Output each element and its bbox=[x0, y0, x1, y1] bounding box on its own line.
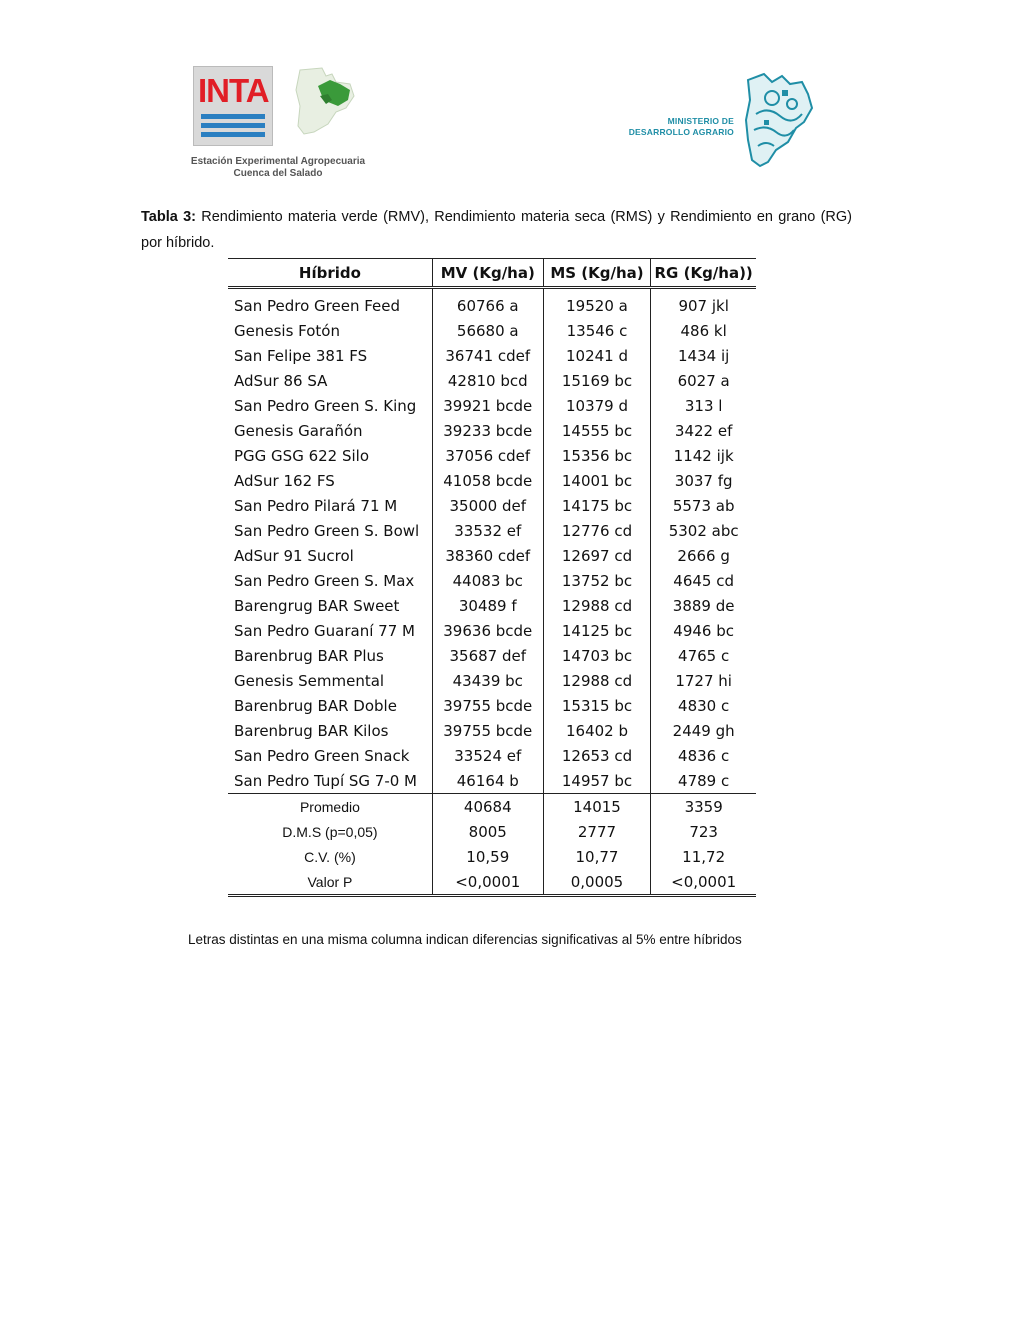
table-row bbox=[228, 593, 756, 618]
hybrid-name-cell: San Pedro Green S. King bbox=[234, 396, 417, 415]
value-cell: 13752 bc bbox=[543, 568, 651, 593]
value-cell: 33524 ef bbox=[432, 743, 543, 768]
hybrid-name-cell: PGG GSG 622 Silo bbox=[234, 446, 370, 465]
value-cell: 43439 bc bbox=[432, 668, 543, 693]
stat-value-cell: 14015 bbox=[543, 794, 651, 820]
inta-logo bbox=[193, 66, 273, 146]
value-cell: 2449 gh bbox=[651, 718, 756, 743]
table-row bbox=[228, 693, 756, 718]
table-row bbox=[228, 468, 756, 493]
stat-label-cell: D.M.S (p=0,05) bbox=[282, 823, 378, 840]
value-cell: 39921 bcde bbox=[432, 393, 543, 418]
stat-value-cell: 0,0005 bbox=[543, 869, 651, 896]
hybrid-name-cell: San Pedro Green Snack bbox=[234, 746, 410, 765]
hybrid-name-cell: Genesis Garañón bbox=[234, 421, 363, 440]
hybrid-name-cell: Barengrug BAR Sweet bbox=[234, 596, 400, 615]
value-cell: 3889 de bbox=[651, 593, 756, 618]
table-row bbox=[228, 343, 756, 368]
hybrid-name-cell: San Pedro Green S. Max bbox=[234, 571, 415, 590]
value-cell: 35687 def bbox=[432, 643, 543, 668]
table-row bbox=[228, 518, 756, 543]
value-cell: 39636 bcde bbox=[432, 618, 543, 643]
value-cell: 1434 ij bbox=[651, 343, 756, 368]
value-cell: 4946 bc bbox=[651, 618, 756, 643]
value-cell: 14001 bc bbox=[543, 468, 651, 493]
value-cell: 38360 cdef bbox=[432, 543, 543, 568]
hybrid-name-cell: AdSur 86 SA bbox=[234, 371, 328, 390]
table-row bbox=[228, 568, 756, 593]
table-row bbox=[228, 288, 756, 319]
value-cell: 4836 c bbox=[651, 743, 756, 768]
value-cell: 12697 cd bbox=[543, 543, 651, 568]
inta-logo-stripe bbox=[201, 132, 265, 137]
hybrid-name-cell: Barenbrug BAR Doble bbox=[234, 696, 397, 715]
value-cell: 12653 cd bbox=[543, 743, 651, 768]
inta-logo-stripe bbox=[201, 123, 265, 128]
table-row bbox=[228, 668, 756, 693]
table-row bbox=[228, 418, 756, 443]
ministry-line: MINISTERIO DE bbox=[667, 116, 734, 126]
stat-value-cell: <0,0001 bbox=[651, 869, 756, 896]
value-cell: 907 jkl bbox=[651, 288, 756, 319]
value-cell: 3422 ef bbox=[651, 418, 756, 443]
value-cell: 41058 bcde bbox=[432, 468, 543, 493]
hybrid-name-cell: Barenbrug BAR Plus bbox=[234, 646, 384, 665]
footnote: Letras distintas en una misma columna indican diferencias significativas al 5% entre híbridos bbox=[188, 932, 742, 947]
value-cell: 4645 cd bbox=[651, 568, 756, 593]
value-cell: 2666 g bbox=[651, 543, 756, 568]
value-cell: 12988 cd bbox=[543, 593, 651, 618]
value-cell: 10379 d bbox=[543, 393, 651, 418]
value-cell: 14555 bc bbox=[543, 418, 651, 443]
hybrid-name-cell: San Pedro Green S. Bowl bbox=[234, 521, 420, 540]
value-cell: 10241 d bbox=[543, 343, 651, 368]
stat-label-cell: Valor P bbox=[228, 869, 432, 896]
hybrid-name-cell: Genesis Fotón bbox=[234, 321, 340, 340]
value-cell: 30489 f bbox=[432, 593, 543, 618]
value-cell: 4830 c bbox=[651, 693, 756, 718]
value-cell: 14703 bc bbox=[543, 643, 651, 668]
column-header: Híbrido bbox=[228, 259, 432, 288]
value-cell: 42810 bcd bbox=[432, 368, 543, 393]
stat-value-cell: 10,77 bbox=[543, 844, 651, 869]
hybrid-name-cell: San Felipe 381 FS bbox=[234, 346, 368, 365]
hybrid-name-cell: AdSur 162 FS bbox=[234, 471, 335, 490]
column-header: MS (Kg/ha) bbox=[543, 259, 651, 288]
station-line: Cuenca del Salado bbox=[233, 168, 323, 179]
table-row bbox=[228, 643, 756, 668]
stats-row bbox=[228, 819, 756, 844]
value-cell: 5573 ab bbox=[651, 493, 756, 518]
column-header: RG (Kg/ha)) bbox=[651, 259, 756, 288]
stat-value-cell: 723 bbox=[651, 819, 756, 844]
value-cell: 13546 c bbox=[543, 318, 651, 343]
table-row bbox=[228, 618, 756, 643]
ministry-name bbox=[612, 116, 734, 138]
table-caption bbox=[141, 204, 852, 256]
stats-row bbox=[228, 869, 756, 896]
value-cell: 14125 bc bbox=[543, 618, 651, 643]
value-cell: 3037 fg bbox=[651, 468, 756, 493]
table-row bbox=[228, 493, 756, 518]
value-cell: 16402 b bbox=[543, 718, 651, 743]
province-map-icon bbox=[292, 66, 358, 136]
table-row bbox=[228, 368, 756, 393]
value-cell: 46164 b bbox=[432, 768, 543, 794]
table-row bbox=[228, 443, 756, 468]
hybrid-name-cell: San Pedro Green Feed bbox=[234, 296, 401, 315]
stat-value-cell: 10,59 bbox=[432, 844, 543, 869]
value-cell: 33532 ef bbox=[432, 518, 543, 543]
table-row bbox=[228, 543, 756, 568]
hybrid-name-cell: San Pedro Tupí SG 7-0 M bbox=[234, 771, 418, 790]
value-cell: 15315 bc bbox=[543, 693, 651, 718]
stat-label-cell: Promedio bbox=[228, 794, 432, 820]
stat-label-cell: C.V. (%) bbox=[304, 848, 356, 865]
value-cell: 5302 abc bbox=[651, 518, 756, 543]
value-cell: 12776 cd bbox=[543, 518, 651, 543]
value-cell: 6027 a bbox=[651, 368, 756, 393]
stat-value-cell: 2777 bbox=[543, 819, 651, 844]
hybrid-name-cell: San Pedro Pilará 71 M bbox=[234, 496, 398, 515]
value-cell: 12988 cd bbox=[543, 668, 651, 693]
value-cell: 56680 a bbox=[432, 318, 543, 343]
value-cell: 39233 bcde bbox=[432, 418, 543, 443]
stat-value-cell: 3359 bbox=[651, 794, 756, 820]
stat-value-cell: 40684 bbox=[432, 794, 543, 820]
table-header-row bbox=[228, 259, 756, 288]
table-body bbox=[228, 288, 756, 896]
station-name bbox=[188, 156, 368, 180]
value-cell: 4765 c bbox=[651, 643, 756, 668]
ministry-line: DESARROLLO AGRARIO bbox=[628, 127, 734, 137]
value-cell: 4789 c bbox=[651, 768, 756, 794]
value-cell: 37056 cdef bbox=[432, 443, 543, 468]
value-cell: 1142 ijk bbox=[651, 443, 756, 468]
station-line: Estación Experimental Agropecuaria bbox=[190, 156, 366, 167]
table-row bbox=[228, 743, 756, 768]
inta-logo-text: INTA bbox=[198, 72, 269, 109]
hybrid-name-cell: AdSur 91 Sucrol bbox=[234, 546, 354, 565]
value-cell: 15169 bc bbox=[543, 368, 651, 393]
table-row bbox=[228, 393, 756, 418]
table-row bbox=[228, 768, 756, 794]
value-cell: 39755 bcde bbox=[432, 718, 543, 743]
value-cell: 35000 def bbox=[432, 493, 543, 518]
value-cell: 60766 a bbox=[432, 288, 543, 319]
ministry-emblem-icon bbox=[742, 70, 816, 168]
stat-value-cell: 8005 bbox=[432, 819, 543, 844]
value-cell: 14175 bc bbox=[543, 493, 651, 518]
column-header: MV (Kg/ha) bbox=[432, 259, 543, 288]
caption-label: Tabla 3: bbox=[141, 209, 196, 225]
stat-value-cell: 11,72 bbox=[651, 844, 756, 869]
table-row bbox=[228, 318, 756, 343]
stat-value-cell: <0,0001 bbox=[432, 869, 543, 896]
value-cell: 15356 bc bbox=[543, 443, 651, 468]
value-cell: 44083 bc bbox=[432, 568, 543, 593]
yield-table bbox=[228, 258, 756, 897]
hybrid-name-cell: Genesis Semmental bbox=[234, 671, 385, 690]
table-row bbox=[228, 718, 756, 743]
value-cell: 36741 cdef bbox=[432, 343, 543, 368]
caption-text: Rendimiento materia verde (RMV), Rendimiento materia seca (RMS) y Rendimiento en grano (RG) por híbrido. bbox=[141, 209, 852, 251]
inta-logo-stripe bbox=[201, 114, 265, 119]
hybrid-name-cell: Barenbrug BAR Kilos bbox=[234, 721, 389, 740]
value-cell: 486 kl bbox=[651, 318, 756, 343]
value-cell: 19520 a bbox=[543, 288, 651, 319]
value-cell: 39755 bcde bbox=[432, 693, 543, 718]
stats-row bbox=[228, 844, 756, 869]
value-cell: 1727 hi bbox=[651, 668, 756, 693]
hybrid-name-cell: San Pedro Guaraní 77 M bbox=[234, 621, 415, 640]
value-cell: 14957 bc bbox=[543, 768, 651, 794]
stats-row bbox=[228, 794, 756, 820]
value-cell: 313 l bbox=[651, 393, 756, 418]
